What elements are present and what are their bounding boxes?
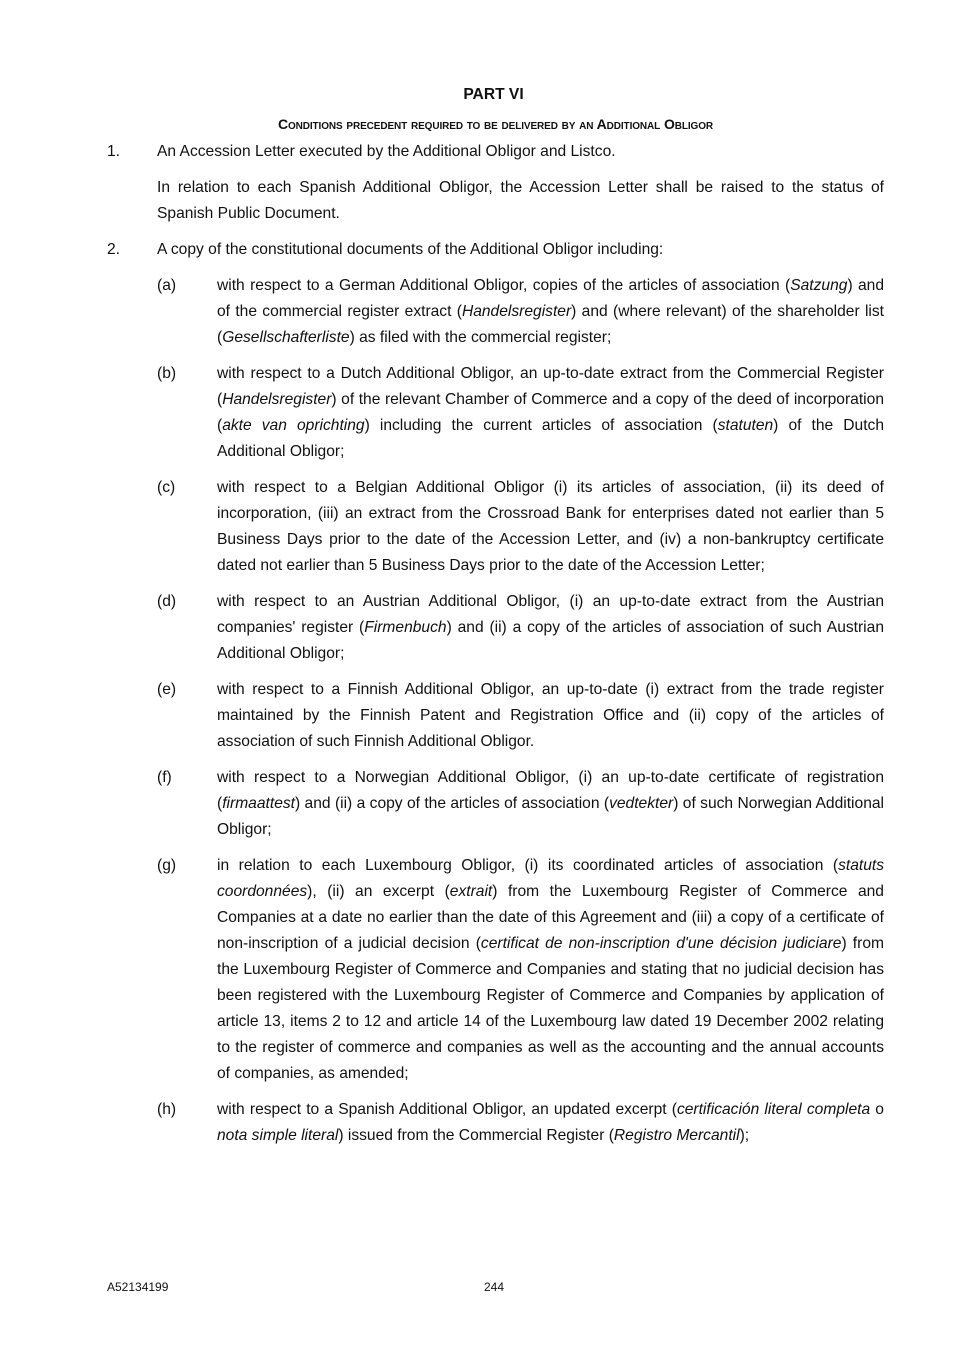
clause-text [157, 241, 663, 258]
page-title: PART VI [463, 86, 524, 103]
text-run: with respect to a Belgian Additional Obligor (i) its articles of association, (ii) its deed of incorporation, (iii) an extract from the Crossroad Bank for enterprises dated not earlier than 5 Business Days prior to the date of the Accession Letter, and (iv) a non-bankruptcy certificate dated not earlier than 5 Business Days prior to the date of the Accession Letter; [217, 479, 884, 574]
sub-clause [107, 765, 884, 843]
clause-text [157, 143, 616, 160]
text-run: ) and (ii) a copy of the articles of association ( [295, 795, 610, 812]
footer-page-number: 244 [484, 1280, 505, 1294]
text-run: ) of the Dutch Additional Obligor; [217, 417, 885, 460]
sub-clause-label: (c) [157, 479, 176, 496]
italic-term: Gesellschafterliste [222, 329, 350, 346]
sub-clause-label: (g) [157, 857, 177, 874]
sub-clause-label: (b) [157, 365, 177, 382]
text-run: with respect to a Norwegian Additional Obligor, (i) an up-to-date certificate of registration ( [217, 769, 884, 812]
sub-clause-label: (h) [157, 1101, 177, 1118]
clause-continuation [107, 175, 884, 227]
footer-document-reference: A52134199 [107, 1280, 169, 1294]
text-run: ) issued from the Commercial Register ( [338, 1127, 614, 1144]
italic-term: certificación literal completa [676, 1101, 871, 1118]
sub-clause-text [217, 277, 884, 346]
italic-term: akte van oprichting [222, 417, 365, 434]
sub-clause-text [217, 365, 884, 460]
section-subtitle: Conditions precedent required to be delivered by an Additional Obligor [277, 116, 714, 132]
sub-clause-label: (f) [157, 769, 172, 786]
text-run: ); [739, 1127, 750, 1144]
sub-clause [107, 853, 884, 1087]
sub-clause [107, 475, 884, 579]
text-run: with respect to a German Additional Obligor, copies of the articles of association ( [217, 277, 791, 294]
text-run: ) of such Norwegian Additional Obligor; [217, 795, 885, 838]
sub-clause-label: (d) [157, 593, 177, 610]
sub-clause-text [217, 593, 884, 662]
italic-term: Handelsregister [461, 303, 572, 320]
text-run: o [870, 1101, 884, 1118]
text-run: with respect to a Spanish Additional Obligor, an updated excerpt ( [217, 1101, 677, 1118]
italic-term: certificat de non-inscription d'une décision judiciare [480, 935, 842, 952]
text-run: ) from the Luxembourg Register of Commerce and Companies at a date no earlier than the date of this Agreement and (iii) a copy of a certificate of non-inscription of a judicial decision ( [217, 883, 884, 952]
text-run: A copy of the constitutional documents of the Additional Obligor including: [157, 241, 664, 258]
text-run: with respect to a Finnish Additional Obligor, an up-to-date (i) extract from the trade register maintained by the Finnish Patent and Registration Office and (ii) copy of the articles of association of such Finnish Additional Obligor. [217, 681, 884, 750]
italic-term: Registro Mercantil [613, 1127, 740, 1144]
text-run: An Accession Letter executed by the Additional Obligor and Listco. [157, 143, 616, 160]
sub-clause-text [217, 681, 884, 750]
sub-clause-text [217, 857, 884, 1082]
italic-term: Firmenbuch [364, 619, 447, 636]
sub-clause [107, 589, 884, 667]
clause-number: 2. [107, 241, 121, 258]
text-run: ) from the Luxembourg Register of Commerce and Companies and stating that no judicial decision has been registered with the Luxembourg Register of Commerce and Companies by application of article 13, items 2 to 12 and article 14 of the Luxembourg law dated 19 December 2002 relating to the register of commerce and companies as well as the accounting and the annual accounts of companies, as amended; [217, 935, 884, 1082]
numbered-clause [107, 237, 884, 263]
text-run: ) and (ii) a copy of the articles of association of such Austrian Additional Obligor; [217, 619, 884, 662]
sub-clause-label: (a) [157, 277, 177, 294]
text-run: ), (ii) an excerpt ( [307, 883, 450, 900]
sub-clause [107, 273, 884, 351]
text-run: ) of the relevant Chamber of Commerce and a copy of the deed of incorporation ( [217, 391, 884, 434]
text-run: with respect to an Austrian Additional Obligor, (i) an up-to-date extract from the Austrian companies' register ( [217, 593, 884, 636]
text-run: ) as filed with the commercial register; [349, 329, 612, 346]
text-run: in relation to each Luxembourg Obligor, (i) its coordinated articles of association ( [217, 857, 839, 874]
text-run: with respect to a Dutch Additional Obligor, an up-to-date extract from the Commercial Register ( [217, 365, 884, 408]
sub-clause-text [217, 479, 884, 574]
clause-number: 1. [107, 143, 121, 160]
sub-clause [107, 677, 884, 755]
sub-clause-text [217, 1101, 884, 1144]
numbered-clause [107, 139, 884, 165]
sub-clause [107, 1097, 884, 1149]
text-run: In relation to each Spanish Additional Obligor, the Accession Letter shall be raised to the status of Spanish Public Document. [157, 179, 884, 222]
sub-clause [107, 361, 884, 465]
text-run: ) and (where relevant) of the shareholder list ( [217, 303, 885, 346]
italic-term: vedtekter [609, 795, 674, 812]
italic-term: nota simple literal [217, 1127, 339, 1144]
text-run: ) and of the commercial register extract ( [217, 277, 885, 320]
italic-term: firmaattest [222, 795, 295, 812]
italic-term: extrait [449, 883, 493, 900]
text-run: ) including the current articles of association ( [364, 417, 718, 434]
italic-term: Handelsregister [222, 391, 332, 408]
italic-term: statuts coordonnées [217, 857, 884, 900]
sub-clause-text [217, 769, 884, 838]
italic-term: Satzung [790, 277, 848, 294]
sub-clause-label: (e) [157, 681, 177, 698]
document-body [107, 139, 884, 1159]
italic-term: statuten [717, 417, 774, 434]
